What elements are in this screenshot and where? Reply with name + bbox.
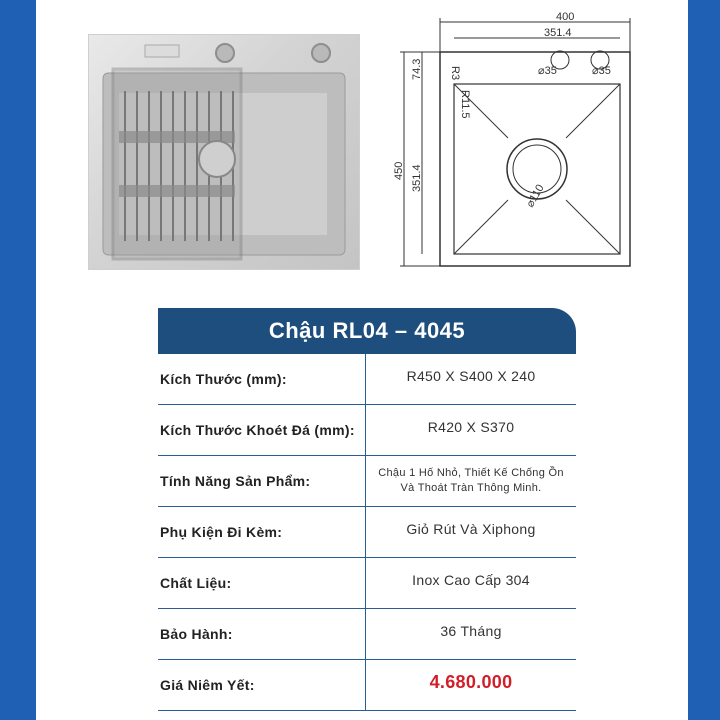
spec-value: Inox Cao Cấp 304	[412, 572, 530, 588]
spec-value: R420 X S370	[427, 419, 515, 435]
dim-radius-corner: R3	[449, 66, 461, 81]
spec-label: Bảo Hành:	[158, 609, 366, 659]
dim-height-outer: 450	[393, 161, 405, 180]
spec-value: 36 Tháng	[440, 623, 502, 639]
spec-label: Giá Niêm Yết:	[158, 660, 366, 710]
spec-value-line: Chậu 1 Hố Nhỏ, Thiết Kế Chống Ồn	[378, 467, 564, 479]
spec-label: Kích Thước Khoét Đá (mm):	[158, 405, 366, 455]
spec-label: Chất Liệu:	[158, 558, 366, 608]
dim-hole-left: ⌀35	[538, 65, 557, 77]
table-row	[158, 660, 576, 711]
spec-value: R450 X S400 X 240	[406, 368, 536, 384]
spec-label: Kích Thước (mm):	[158, 354, 366, 404]
price-value: 4.680.000	[429, 671, 513, 692]
table-row	[158, 405, 576, 456]
table-row	[158, 354, 576, 405]
spec-value-line: Và Thoát Tràn Thông Minh.	[400, 482, 542, 494]
dim-hole-right: ⌀35	[592, 65, 611, 77]
table-row	[158, 558, 576, 609]
dim-height-inner: 351.4	[411, 164, 423, 192]
spec-table	[158, 308, 576, 711]
table-row	[158, 507, 576, 558]
spec-value	[366, 456, 576, 506]
product-card	[36, 0, 688, 720]
dim-radius-bowl: R11.5	[459, 90, 471, 119]
spec-label: Phụ Kiện Đi Kèm:	[158, 507, 366, 557]
sink-photo-illustration	[89, 35, 359, 269]
dim-width-outer: 400	[556, 11, 575, 23]
sink-photo	[88, 34, 360, 270]
dim-drain: ⌀110	[524, 182, 547, 210]
product-title: Chậu RL04 – 4045	[158, 308, 576, 354]
spec-label: Tính Năng Sản Phẩm:	[158, 456, 366, 506]
table-row	[158, 456, 576, 507]
table-row	[158, 609, 576, 660]
dim-offset-top: 74.3	[411, 58, 423, 80]
spec-value: Giỏ Rút Và Xiphong	[406, 521, 536, 537]
technical-drawing	[393, 10, 636, 272]
dim-width-inner: 351.4	[544, 27, 572, 39]
